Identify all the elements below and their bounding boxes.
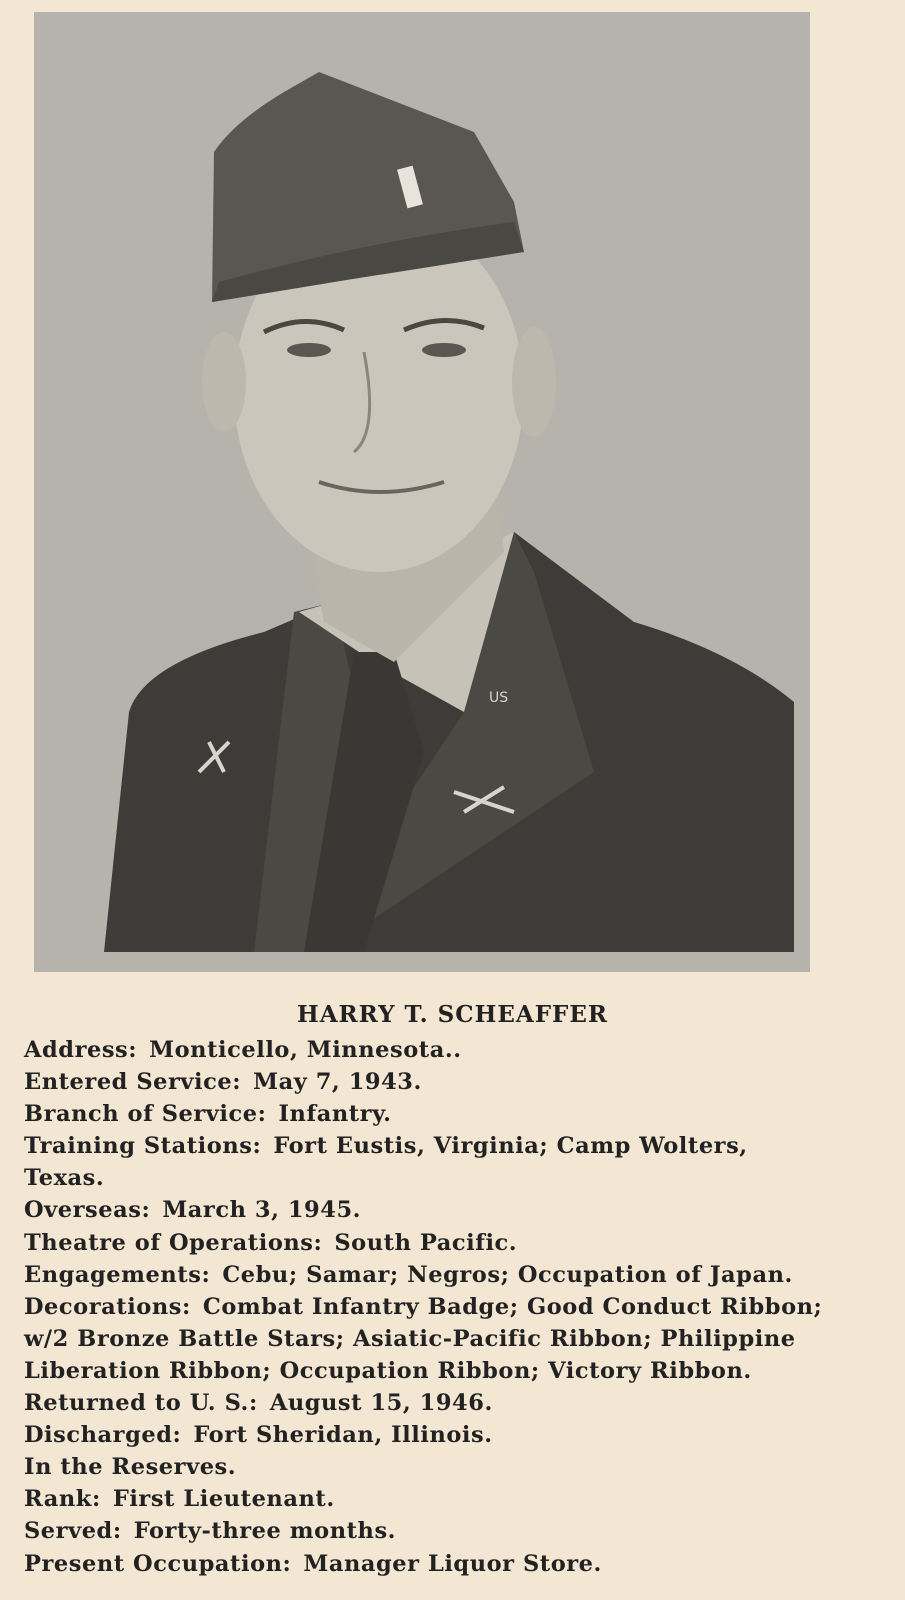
record-line-reserves: In the Reserves. <box>24 1454 237 1481</box>
service-record <box>24 1034 884 1580</box>
record-line-engagements: Engagements: Cebu; Samar; Negros; Occupation of Japan. <box>24 1261 793 1288</box>
record-line-decorations-cont: Liberation Ribbon; Occupation Ribbon; Victory Ribbon. <box>24 1357 752 1384</box>
record-line-discharged: Discharged: Fort Sheridan, Illinois. <box>24 1422 493 1449</box>
record-line-decorations-cont: w/2 Bronze Battle Stars; Asiatic-Pacific Ribbon; Philippine <box>24 1325 796 1352</box>
record-line-occupation: Present Occupation: Manager Liquor Store. <box>24 1550 602 1577</box>
soldier-name: HARRY T. SCHEAFFER <box>296 1001 608 1028</box>
record-line-theatre: Theatre of Operations: South Pacific. <box>24 1229 518 1256</box>
record-line-training-cont: Texas. <box>24 1165 105 1192</box>
record-line-returned: Returned to U. S.: August 15, 1946. <box>24 1390 493 1417</box>
record-line-entered-service: Entered Service: May 7, 1943. <box>24 1069 422 1096</box>
portrait-photo <box>34 12 810 972</box>
portrait-icon <box>34 12 810 972</box>
svg-text:US: US <box>489 690 509 706</box>
record-line-overseas: Overseas: March 3, 1945. <box>24 1197 362 1224</box>
record-line-branch: Branch of Service: Infantry. <box>24 1101 392 1128</box>
record-line-address: Address: Monticello, Minnesota.. <box>24 1037 462 1063</box>
record-line-training: Training Stations: Fort Eustis, Virginia; Camp Wolters, <box>24 1133 748 1160</box>
record-line-served: Served: Forty-three months. <box>24 1518 397 1545</box>
record-line-decorations: Decorations: Combat Infantry Badge; Good Conduct Ribbon; <box>24 1293 823 1320</box>
record-line-rank: Rank: First Lieutenant. <box>24 1486 335 1513</box>
